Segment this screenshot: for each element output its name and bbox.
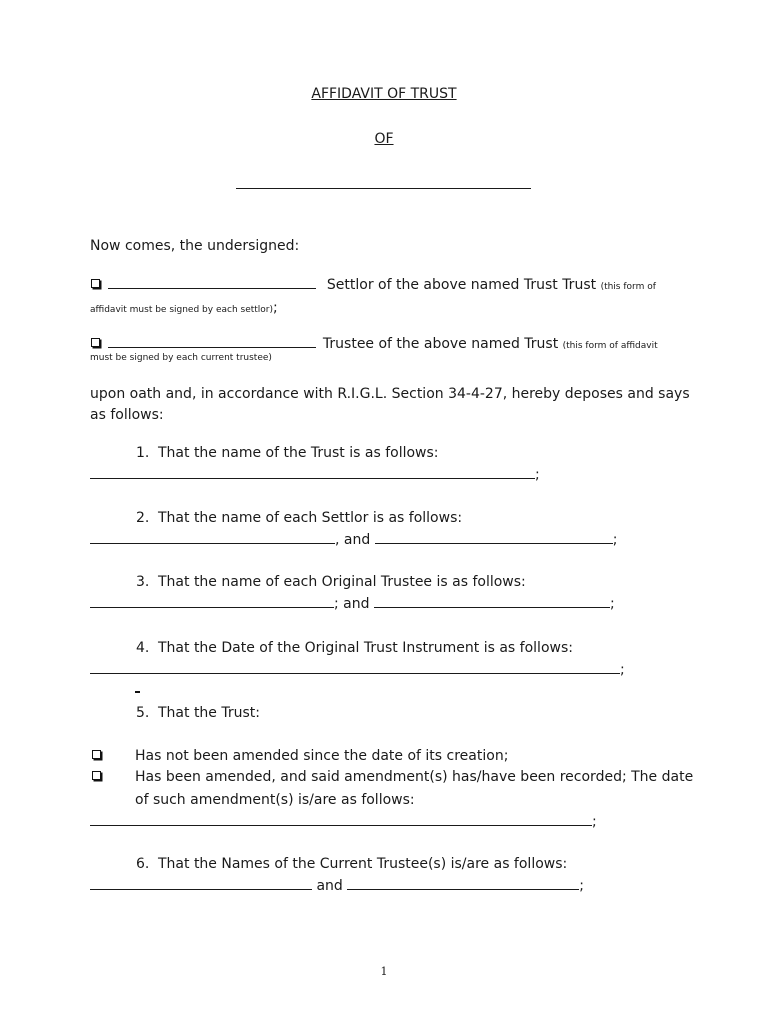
oath-line-2: as follows: (90, 407, 164, 423)
current-trustee-field-2[interactable] (347, 877, 579, 890)
option-amended (92, 769, 694, 785)
settlor-name-field-2[interactable] (375, 531, 613, 544)
trustee-note-b: must be signed by each current trustee) (90, 353, 272, 363)
document-title: AFFIDAVIT OF TRUST (311, 86, 457, 102)
settlor-note-a: (this form of (600, 282, 656, 292)
of-row (0, 131, 768, 147)
item-1-answer: ; (90, 466, 540, 483)
item-2: 2. That the name of each Settlor is as follows: (136, 510, 463, 526)
settlor-name-field-1[interactable] (90, 531, 335, 544)
trustee-checkbox[interactable] (91, 338, 100, 347)
item-1: 1. That the name of the Trust is as follows: (136, 445, 439, 461)
item-2-answer: , and ; (90, 531, 617, 548)
item-6-answer: and ; (90, 877, 584, 894)
settlor-note-row: affidavit must be signed by each settlor); (90, 300, 278, 316)
amendment-date-answer: ; (90, 813, 597, 830)
settlor-row (91, 276, 656, 293)
not-amended-checkbox[interactable] (92, 750, 101, 759)
page-number: 1 (380, 965, 388, 978)
settlor-name-blank[interactable] (108, 276, 316, 289)
of-label: OF (374, 131, 394, 147)
amended-checkbox[interactable] (92, 771, 101, 780)
item-4-text: That the Date of the Original Trust Instrument is as follows: (158, 640, 573, 656)
original-trustee-field-1[interactable] (90, 595, 334, 608)
settlor-role: Settlor of the above named Trust Trust (326, 277, 597, 293)
item-2-text: That the name of each Settlor is as follows: (158, 510, 463, 526)
item-3-text: That the name of each Original Trustee is as follows: (158, 574, 526, 590)
trust-name-blank[interactable] (236, 174, 531, 193)
amended-text-1: Has been amended, and said amendment(s) has/have been recorded; The date (135, 769, 694, 785)
item-3: 3. That the name of each Original Trustee is as follows: (136, 574, 526, 590)
item-5-text: That the Trust: (158, 705, 260, 721)
title-row (0, 86, 768, 102)
oath-line-1: upon oath and, in accordance with R.I.G.L. Section 34-4-27, hereby deposes and says (90, 386, 690, 402)
trust-name-field[interactable] (90, 466, 535, 479)
amendment-date-field[interactable] (90, 813, 592, 826)
option-not-amended (92, 748, 509, 764)
trustee-note-a: (this form of affidavit (562, 341, 658, 351)
not-amended-text: Has not been amended since the date of its creation; (135, 748, 509, 764)
item-1-text: That the name of the Trust is as follows: (158, 445, 439, 461)
item-6-text: That the Names of the Current Trustee(s) is/are as follows: (158, 856, 568, 872)
original-date-field[interactable] (90, 661, 620, 674)
item-3-answer: ; and ; (90, 595, 615, 612)
item-4: 4. That the Date of the Original Trust Instrument is as follows: (136, 640, 573, 656)
settlor-checkbox[interactable] (91, 279, 100, 288)
settlor-note-b: affidavit must be signed by each settlor) (90, 305, 274, 315)
trustee-name-blank[interactable] (108, 335, 316, 348)
trustee-role: Trustee of the above named Trust (322, 336, 559, 352)
item-5: 5. That the Trust: (136, 705, 260, 721)
trustee-row (91, 335, 658, 352)
item-6: 6. That the Names of the Current Trustee(s) is/are as follows: (136, 856, 568, 872)
intro-text: Now comes, the undersigned: (90, 238, 300, 254)
item-4-answer: ; (90, 661, 625, 678)
amended-text-2: of such amendment(s) is/are as follows: (135, 792, 415, 808)
current-trustee-field-1[interactable] (90, 877, 312, 890)
stray-mark (135, 691, 140, 693)
original-trustee-field-2[interactable] (374, 595, 610, 608)
